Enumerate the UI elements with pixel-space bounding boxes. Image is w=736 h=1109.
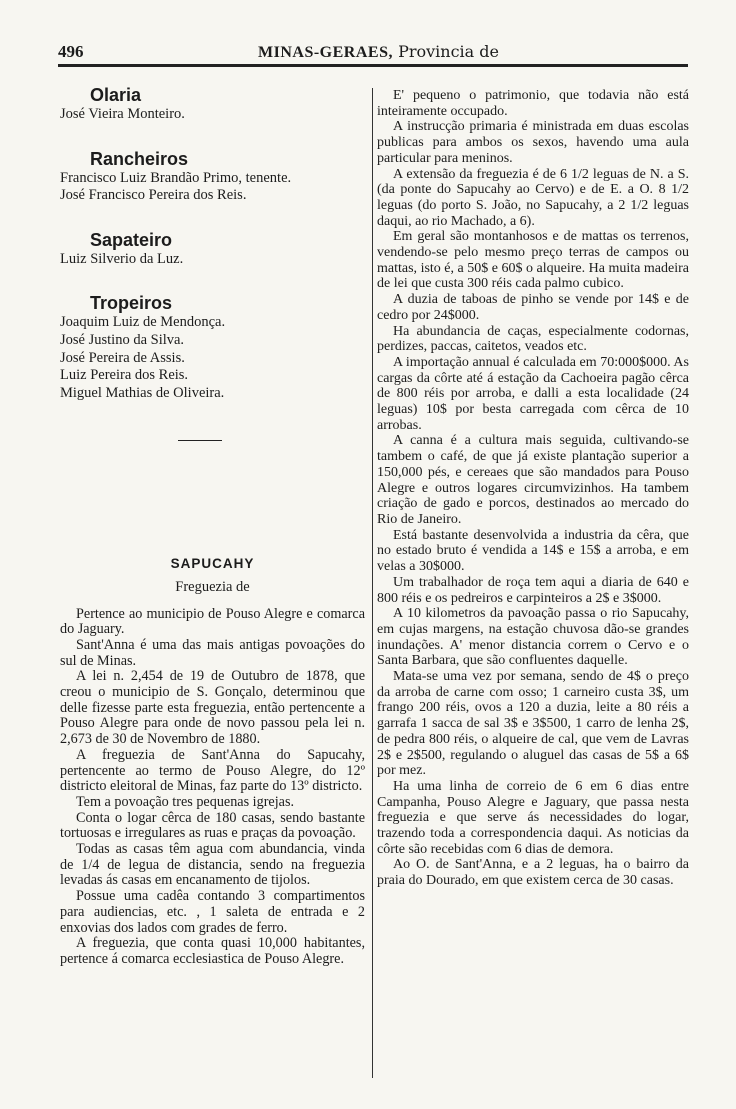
name-line: Joaquim Luiz de Mendonça. xyxy=(60,314,226,331)
column-divider xyxy=(372,88,373,1078)
short-divider xyxy=(178,440,222,441)
paragraph: Todas as casas têm agua com abundancia, vinda de 1/4 de legua de distancia, sendo na freguezia levadas ás casas em encanamento de tijolos. xyxy=(60,841,365,889)
section-heading: Rancheiros xyxy=(90,148,189,169)
paragraph: A extensão da freguezia é de 6 1/2 leguas de N. a S. (da ponte do Sapucahy ao Cervo) e de E. a O. 8 1/2 leguas (do porto S. João, no Sapucahy, a 2 1/2 leguas daqui, ao rio Machado, a 6). xyxy=(377,166,689,229)
paragraph: Ha uma linha de correio de 6 em 6 dias entre Campanha, Pouso Alegre e Jaguary, que passa nesta freguezia e que serve ás necessidades do logar, trazendo toda a correspondencia daqui. As noticias da côrte são recebidas com 6 dias de demora. xyxy=(377,778,689,857)
paragraph: Tem a povoação tres pequenas igrejas. xyxy=(76,793,295,810)
sapucahy-title: SAPUCAHY xyxy=(170,556,255,572)
section-rancheiros xyxy=(60,148,365,205)
paragraph: Possue uma cadêa contando 3 compartimentos para audiencias, etc. , 1 saleta de entrada e 2 enxovias dos lados com grades de ferro. xyxy=(60,888,365,936)
sapucahy-text xyxy=(60,607,365,968)
paragraph: Pertence ao municipio de Pouso Alegre e comarca do Jaguary. xyxy=(60,605,365,638)
paragraph: A freguezia de Sant'Anna do Sapucahy, pertencente ao termo de Pouso Alegre, do 12º districto eleitoral de Minas, faz parte do 13º districto. xyxy=(60,746,365,795)
page-header xyxy=(58,40,688,64)
name-line: José Francisco Pereira dos Reis. xyxy=(60,187,247,204)
paragraph: A instrucção primaria é ministrada em duas escolas publicas para ambos os sexos, havendo uma aula particular para meninos. xyxy=(377,119,689,166)
name-line: José Justino da Silva. xyxy=(60,331,185,348)
paragraph: A 10 kilometros da pavoação passa o rio Sapucahy, em cujas margens, na estação chuvosa dão-se grandes inundações. A' menor distancia correm o Cervo e o Santa Barbara, que são confluentes daquelle. xyxy=(377,606,689,669)
name-line: José Vieira Monteiro. xyxy=(60,106,185,122)
paragraph: Em geral são montanhosos e de mattas os terrenos, vendendo-se pelo mesmo preço terras de campos ou mattas, isto é, a 50$ e 60$ o alqueire. Ha muita madeira de lei que custa 300 réis cada palmo cubico. xyxy=(377,229,689,292)
name-line: Francisco Luiz Brandão Primo, tenente. xyxy=(60,169,292,186)
paragraph: Um trabalhador de roça tem aqui a diaria de 640 e 800 réis e os pedreiros e carpinteiros a 2$ e 3$000. xyxy=(377,574,689,606)
name-line: Miguel Mathias de Oliveira. xyxy=(60,384,225,401)
header-rule xyxy=(58,64,688,67)
paragraph: A freguezia, que conta quasi 10,000 habitantes, pertence á comarca ecclesiastica de Pouso Alegre. xyxy=(60,935,365,967)
paragraph: A importação annual é calculada em 70:000$000. As cargas da côrte até á estação da Cachoeira pagão cêrca de 800 réis por arroba, e dalli a esta localidade (24 leguas) 10$ por besta carregada com cêrca de 10 arrobas. xyxy=(377,354,689,433)
paragraph: Ao O. de Sant'Anna, e a 2 leguas, ha o bairro da praia do Dourado, em que existem cerca de 30 casas. xyxy=(377,857,689,889)
left-column xyxy=(60,84,365,968)
section-heading: Sapateiro xyxy=(90,229,173,250)
paragraph: Está bastante desenvolvida a industria da cêra, que no estado bruto é vendida a 14$ e 15$ a arroba, e em velas a 30$000. xyxy=(377,527,689,575)
paragraph: A lei n. 2,454 de 19 de Outubro de 1878, que creou o municipio de S. Gonçalo, determinou que delle fizesse parte esta freguezia, então pertencente a Pouso Alegre para onde de novo passou pela lei n. 2,673 de 30 de Novembro de 1880. xyxy=(60,668,365,748)
section-tropeiros xyxy=(60,292,365,402)
running-title-suffix: Provincia de xyxy=(398,42,499,61)
paragraph: Conta o logar cêrca de 180 casas, sendo bastante tortuosas e irregulares as ruas e praças da povoação. xyxy=(60,809,365,842)
running-title xyxy=(258,42,499,62)
name-line: Luiz Pereira dos Reis. xyxy=(60,367,189,384)
paragraph: Mata-se uma vez por semana, sendo de 4$ o preço da arroba de carne com osso; 1 carneiro custa 3$, um frango 200 réis, ovos a 120 a duzia, leite a 80 réis a garrafa 1 sacca de sal 3$ e 3$500, 1 carro de lenha 2$, de pedra 800 réis, o alqueire de cal, que vem de Lavras 2$ e 2$500, regulando o aluguel das casas de 5$ a 6$ por mez. xyxy=(377,669,689,779)
section-olaria xyxy=(60,84,365,124)
section-heading: Tropeiros xyxy=(90,293,173,314)
section-heading: Olaria xyxy=(90,85,142,105)
paragraph: A canna é a cultura mais seguida, cultivando-se tambem o café, de que já existe plantação superior a 150,000 pés, e cereaes que são mandados para Pouso Alegre e outros logares circumvizinhos. Ha tambem criação de gado e porcos, destinados ao mercado do Rio de Janeiro. xyxy=(377,433,689,527)
section-sapateiro xyxy=(60,229,365,269)
sapucahy-subtitle: Freguezia de xyxy=(175,578,250,595)
name-line: Luiz Silverio da Luz. xyxy=(60,250,184,267)
page-number: 496 xyxy=(58,42,84,61)
right-column xyxy=(377,88,689,889)
paragraph: Ha abundancia de caças, especialmente codornas, perdizes, paccas, caitetos, veados etc. xyxy=(377,323,689,355)
paragraph: E' pequeno o patrimonio, que todavia não está inteiramente occupado. xyxy=(377,88,689,119)
paragraph: A duzia de taboas de pinho se vende por 14$ e de cedro por 24$000. xyxy=(377,292,689,323)
paragraph: Sant'Anna é uma das mais antigas povoações do sul de Minas. xyxy=(60,636,365,669)
running-title-main: MINAS-GERAES, xyxy=(258,44,393,61)
name-line: José Pereira de Assis. xyxy=(60,349,185,366)
